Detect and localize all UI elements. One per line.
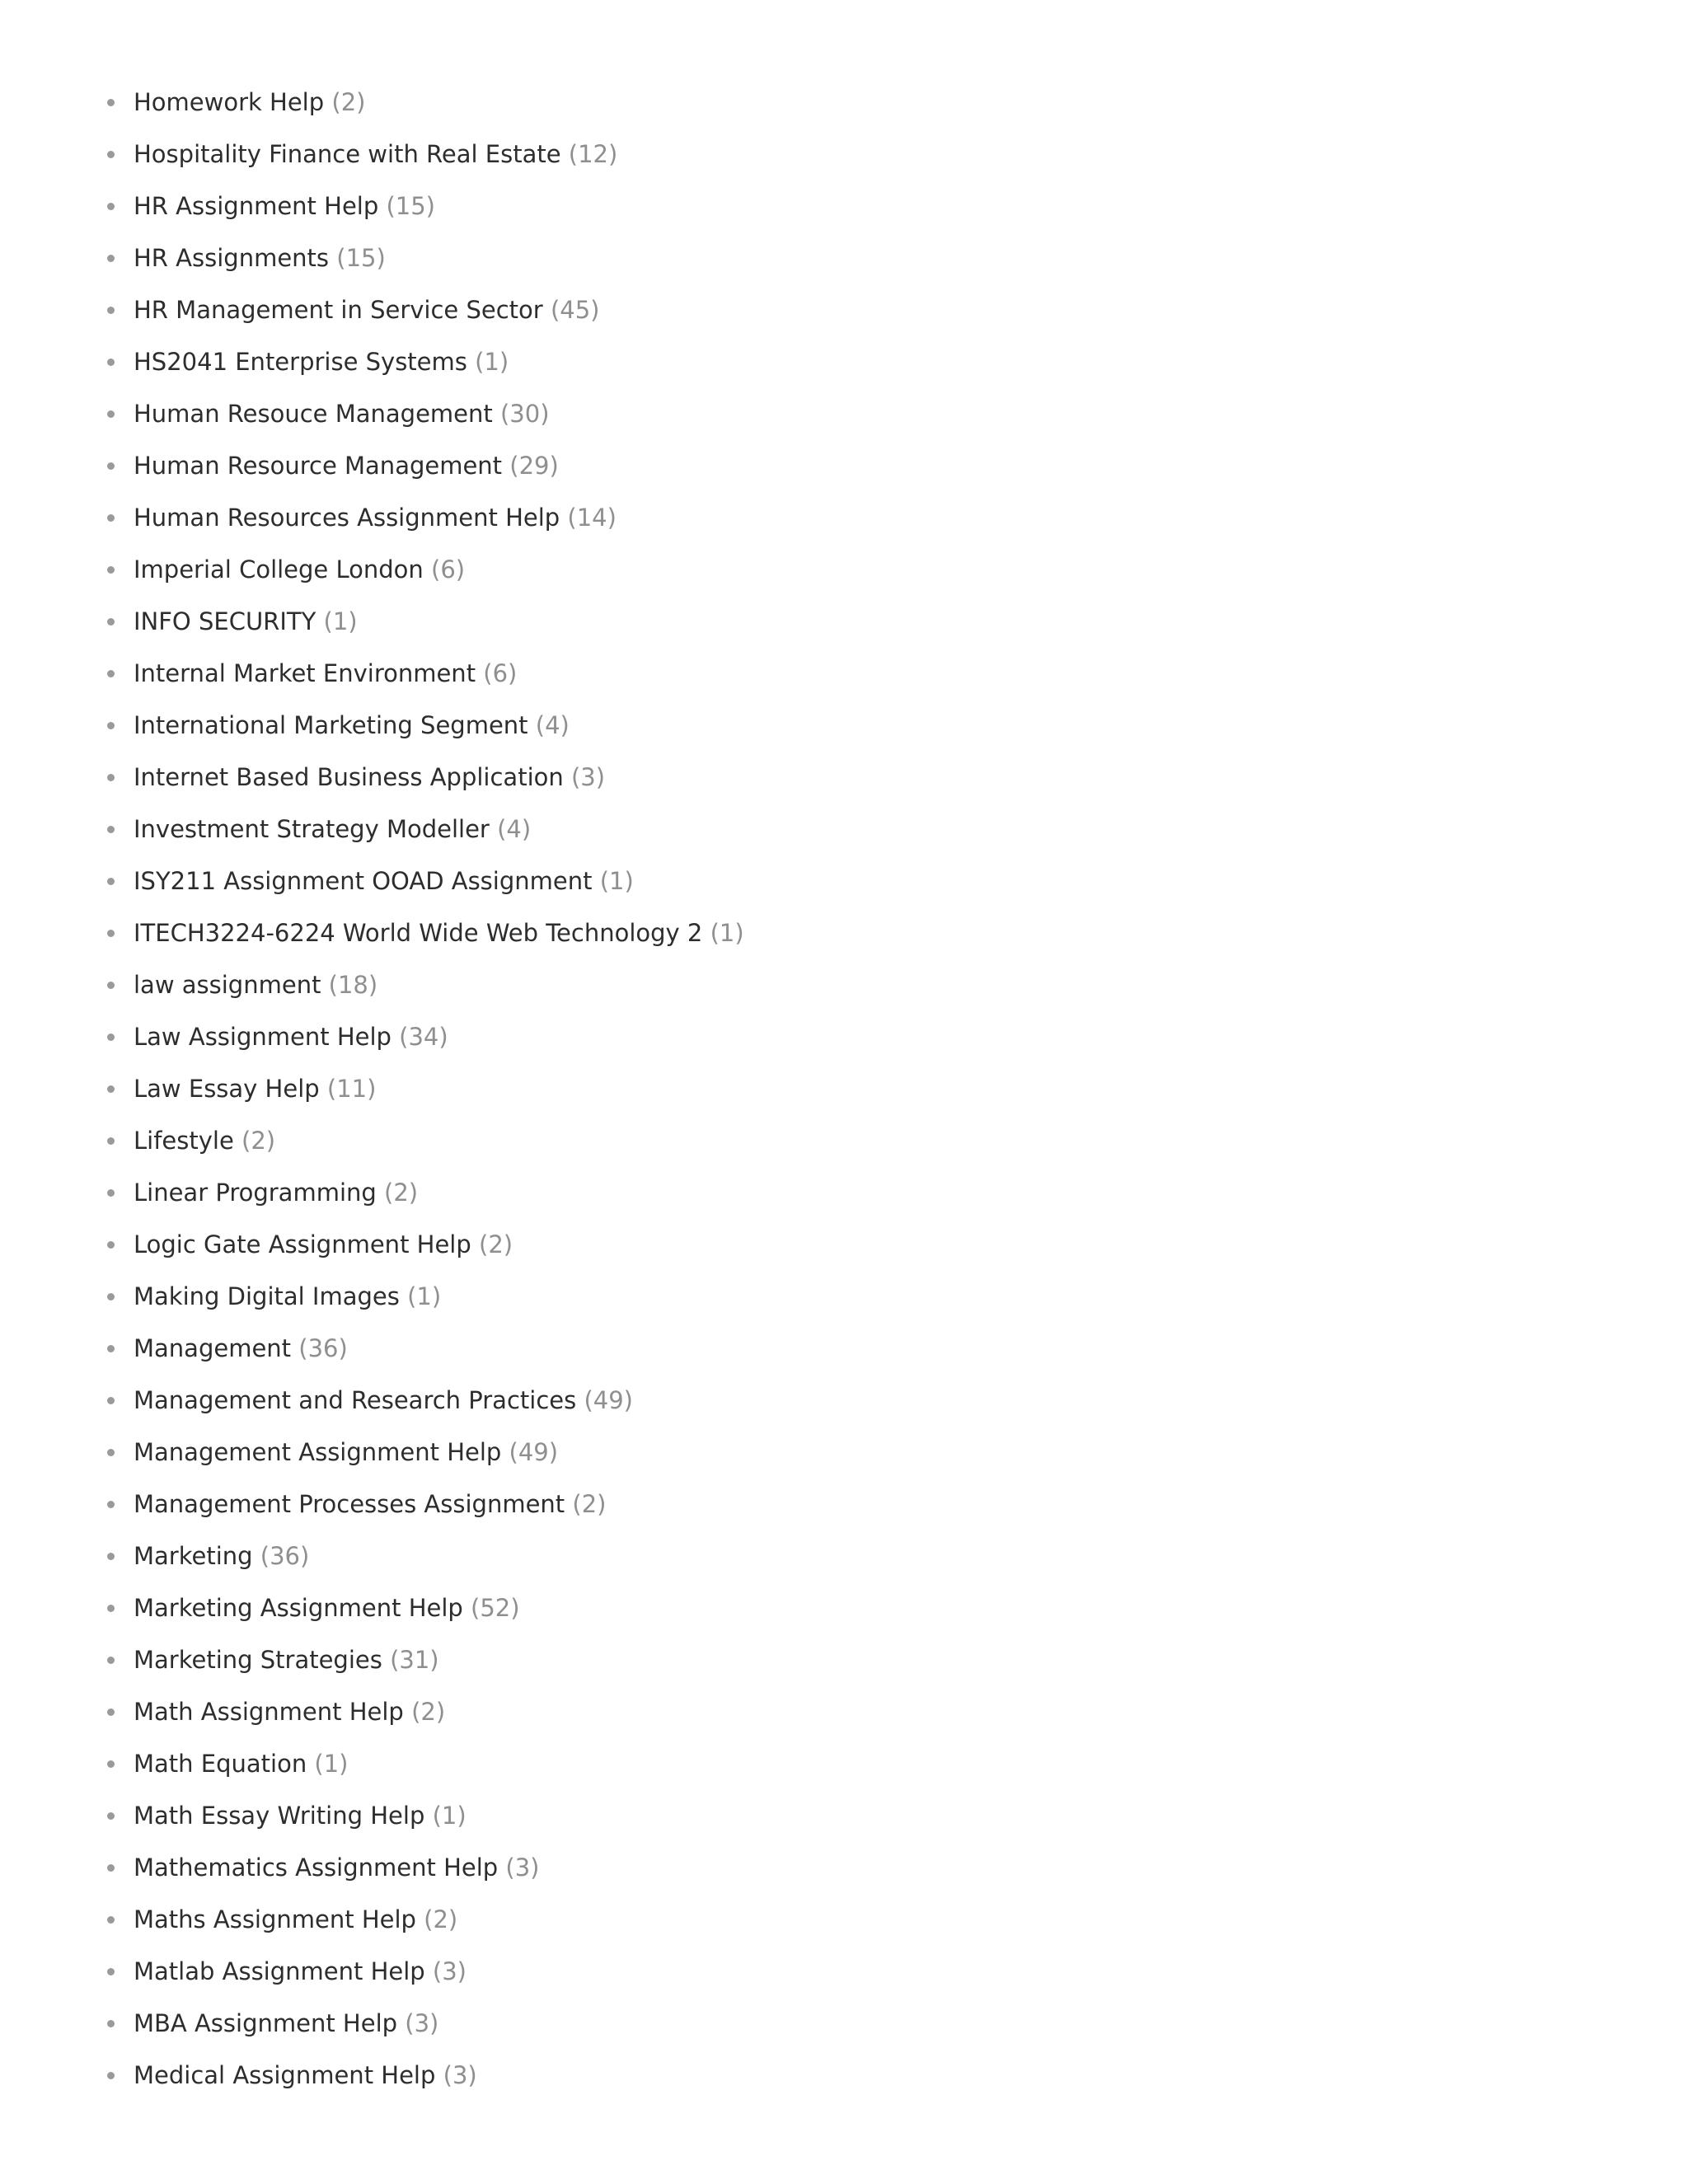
- category-count: (3): [505, 1854, 540, 1882]
- category-count: (15): [386, 192, 435, 220]
- category-item: [107, 810, 744, 862]
- category-count: (2): [241, 1127, 276, 1155]
- category-link[interactable]: Math Equation: [134, 1750, 307, 1778]
- category-count: (52): [471, 1594, 520, 1622]
- category-count: (1): [475, 348, 509, 376]
- category-count: (3): [570, 763, 606, 791]
- category-item: [107, 1745, 744, 1797]
- category-link[interactable]: Management Assignment Help: [134, 1438, 502, 1466]
- category-count: (49): [584, 1386, 633, 1414]
- category-count: (15): [336, 244, 386, 272]
- bullet-icon: [107, 1137, 115, 1145]
- category-count: (12): [568, 140, 618, 168]
- bullet-icon: [107, 670, 115, 677]
- category-link[interactable]: Human Resouce Management: [134, 400, 493, 428]
- bullet-icon: [107, 722, 115, 729]
- bullet-icon: [107, 878, 115, 885]
- category-item: [107, 966, 744, 1018]
- category-item: [107, 1070, 744, 1122]
- category-link[interactable]: Homework Help: [134, 88, 325, 116]
- category-item: [107, 1693, 744, 1745]
- category-link[interactable]: MBA Assignment Help: [134, 2009, 398, 2037]
- bullet-icon: [107, 1812, 115, 1820]
- category-link[interactable]: Making Digital Images: [134, 1282, 400, 1310]
- category-count: (2): [384, 1179, 419, 1207]
- category-item: [107, 1589, 744, 1641]
- category-count: (11): [326, 1075, 377, 1103]
- category-link[interactable]: Lifestyle: [134, 1127, 234, 1155]
- bullet-icon: [107, 1864, 115, 1872]
- bullet-icon: [107, 566, 115, 574]
- category-link[interactable]: law assignment: [134, 971, 321, 999]
- bullet-icon: [107, 203, 115, 210]
- category-count: (2): [331, 88, 366, 116]
- category-count: (3): [443, 2061, 477, 2089]
- category-item: [107, 1174, 744, 1226]
- category-link[interactable]: HR Assignment Help: [134, 192, 379, 220]
- bullet-icon: [107, 1449, 115, 1456]
- category-link[interactable]: Law Assignment Help: [134, 1023, 392, 1051]
- bullet-icon: [107, 462, 115, 470]
- bullet-icon: [107, 255, 115, 262]
- bullet-icon: [107, 618, 115, 626]
- bullet-icon: [107, 151, 115, 158]
- category-count: (45): [550, 296, 600, 324]
- category-item: [107, 187, 744, 239]
- bullet-icon: [107, 1293, 115, 1301]
- category-item: [107, 551, 744, 602]
- category-item: [107, 862, 744, 914]
- category-item: [107, 1849, 744, 1900]
- category-link[interactable]: Maths Assignment Help: [134, 1905, 416, 1933]
- category-item: [107, 1226, 744, 1277]
- category-count: (14): [567, 504, 617, 532]
- bullet-icon: [107, 2020, 115, 2027]
- category-item: [107, 1018, 744, 1070]
- category-link[interactable]: Math Essay Writing Help: [134, 1802, 425, 1830]
- category-count: (2): [572, 1490, 607, 1518]
- category-item: [107, 1900, 744, 1952]
- category-list: [107, 83, 744, 2108]
- category-link[interactable]: Math Assignment Help: [134, 1698, 404, 1726]
- category-item: [107, 1433, 744, 1485]
- category-count: (36): [260, 1542, 310, 1570]
- category-count: (1): [599, 867, 634, 895]
- category-item: [107, 1797, 744, 1849]
- bullet-icon: [107, 826, 115, 833]
- category-link[interactable]: Linear Programming: [134, 1179, 377, 1207]
- bullet-icon: [107, 1968, 115, 1975]
- bullet-icon: [107, 1553, 115, 1560]
- category-count: (3): [432, 1957, 467, 1985]
- bullet-icon: [107, 930, 115, 937]
- category-count: (49): [509, 1438, 559, 1466]
- category-count: (6): [483, 659, 518, 687]
- category-count: (29): [509, 452, 559, 480]
- category-link[interactable]: Investment Strategy Modeller: [134, 815, 490, 843]
- category-count: (2): [411, 1698, 446, 1726]
- bullet-icon: [107, 1760, 115, 1768]
- category-item: [107, 1381, 744, 1433]
- category-link[interactable]: Marketing Strategies: [134, 1646, 382, 1674]
- category-link[interactable]: ITECH3224-6224 World Wide Web Technology 2: [134, 919, 703, 947]
- category-item: [107, 2056, 744, 2108]
- bullet-icon: [107, 982, 115, 989]
- category-count: (6): [431, 555, 466, 583]
- category-item: [107, 135, 744, 187]
- category-link[interactable]: Marketing Assignment Help: [134, 1594, 463, 1622]
- bullet-icon: [107, 2072, 115, 2079]
- category-link[interactable]: Imperial College London: [134, 555, 424, 583]
- bullet-icon: [107, 1033, 115, 1041]
- category-item: [107, 758, 744, 810]
- category-link[interactable]: Mathematics Assignment Help: [134, 1854, 499, 1882]
- category-item: [107, 83, 744, 135]
- category-link[interactable]: Law Essay Help: [134, 1075, 320, 1103]
- category-item: [107, 1122, 744, 1174]
- category-link[interactable]: Management: [134, 1334, 292, 1362]
- category-count: (3): [405, 2009, 439, 2037]
- bullet-icon: [107, 1501, 115, 1508]
- category-count: (4): [497, 815, 532, 843]
- bullet-icon: [107, 1397, 115, 1404]
- category-link[interactable]: Internal Market Environment: [134, 659, 476, 687]
- category-item: [107, 291, 744, 343]
- category-item: [107, 447, 744, 499]
- category-item: [107, 1952, 744, 2004]
- category-link[interactable]: International Marketing Segment: [134, 711, 528, 739]
- bullet-icon: [107, 1605, 115, 1612]
- bullet-icon: [107, 1345, 115, 1352]
- category-link[interactable]: Logic Gate Assignment Help: [134, 1230, 471, 1258]
- category-item: [107, 602, 744, 654]
- bullet-icon: [107, 1657, 115, 1664]
- category-link[interactable]: Marketing: [134, 1542, 253, 1570]
- category-item: [107, 706, 744, 758]
- category-count: (18): [328, 971, 378, 999]
- category-item: [107, 1485, 744, 1537]
- category-item: [107, 239, 744, 291]
- category-count: (34): [399, 1023, 448, 1051]
- bullet-icon: [107, 1241, 115, 1249]
- category-link[interactable]: Human Resources Assignment Help: [134, 504, 560, 532]
- bullet-icon: [107, 359, 115, 366]
- category-link[interactable]: Management Processes Assignment: [134, 1490, 565, 1518]
- bullet-icon: [107, 99, 115, 106]
- category-link[interactable]: ISY211 Assignment OOAD Assignment: [134, 867, 593, 895]
- category-count: (30): [499, 400, 550, 428]
- category-item: [107, 1537, 744, 1589]
- bullet-icon: [107, 1189, 115, 1197]
- bullet-icon: [107, 307, 115, 314]
- category-count: (4): [535, 711, 570, 739]
- category-item: [107, 1277, 744, 1329]
- bullet-icon: [107, 410, 115, 418]
- category-link[interactable]: HS2041 Enterprise Systems: [134, 348, 467, 376]
- category-link[interactable]: HR Management in Service Sector: [134, 296, 543, 324]
- category-item: [107, 1329, 744, 1381]
- bullet-icon: [107, 774, 115, 781]
- category-count: (2): [479, 1230, 513, 1258]
- category-count: (31): [390, 1646, 439, 1674]
- category-link[interactable]: Management and Research Practices: [134, 1386, 577, 1414]
- category-count: (1): [710, 919, 744, 947]
- category-item: [107, 1641, 744, 1693]
- category-count: (1): [432, 1802, 467, 1830]
- bullet-icon: [107, 1916, 115, 1924]
- category-link[interactable]: HR Assignments: [134, 244, 330, 272]
- category-count: (2): [424, 1905, 458, 1933]
- category-count: (1): [323, 607, 358, 635]
- category-link[interactable]: Human Resource Management: [134, 452, 503, 480]
- category-item: [107, 499, 744, 551]
- category-item: [107, 395, 744, 447]
- category-count: (1): [314, 1750, 349, 1778]
- category-link[interactable]: INFO SECURITY: [134, 607, 316, 635]
- category-item: [107, 914, 744, 966]
- category-link[interactable]: Matlab Assignment Help: [134, 1957, 425, 1985]
- category-link[interactable]: Medical Assignment Help: [134, 2061, 436, 2089]
- category-item: [107, 2004, 744, 2056]
- category-link[interactable]: Hospitality Finance with Real Estate: [134, 140, 561, 168]
- bullet-icon: [107, 1085, 115, 1093]
- bullet-icon: [107, 514, 115, 522]
- category-count: (1): [407, 1282, 442, 1310]
- category-item: [107, 343, 744, 395]
- category-link[interactable]: Internet Based Business Application: [134, 763, 564, 791]
- bullet-icon: [107, 1708, 115, 1716]
- category-item: [107, 654, 744, 706]
- category-count: (36): [298, 1334, 348, 1362]
